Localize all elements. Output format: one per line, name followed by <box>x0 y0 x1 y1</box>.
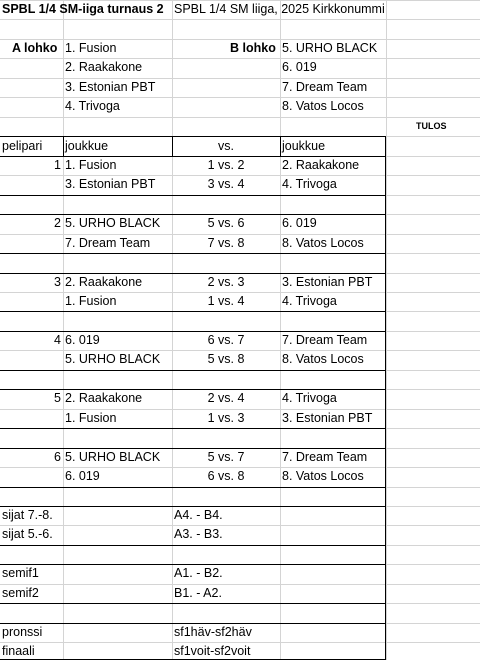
team1-cell: 7. Dream Team <box>65 236 151 250</box>
team2-cell: 4. Trivoga <box>282 294 337 308</box>
semifinal-label: semif2 <box>2 586 39 600</box>
group-b-label: B lohko <box>230 41 276 55</box>
pair-number: 4 <box>54 333 61 347</box>
column-header-pair: pelipari <box>2 139 43 153</box>
team2-cell: 7. Dream Team <box>282 333 368 347</box>
team1-cell: 3. Estonian PBT <box>65 177 156 191</box>
team2-cell: 8. Vatos Locos <box>282 469 364 483</box>
final-match: sf1häv-sf2häv <box>174 625 252 639</box>
vs-cell: 7 vs. 8 <box>207 236 245 250</box>
pair-number: 5 <box>54 391 61 405</box>
vs-cell: 5 vs. 8 <box>207 352 245 366</box>
pair-number: 1 <box>54 158 61 172</box>
team1-cell: 1. Fusion <box>65 158 117 172</box>
team1-cell: 6. 019 <box>65 333 100 347</box>
final-label: pronssi <box>2 625 43 639</box>
column-header-team2: joukkue <box>282 139 326 153</box>
column-header-vs: vs. <box>218 139 234 153</box>
group-a-team: 4. Trivoga <box>65 99 120 113</box>
group-b-team: 5. URHO BLACK <box>282 41 378 55</box>
page-subtitle: SPBL 1/4 SM liiga, 2025 Kirkkonummi <box>174 2 385 16</box>
group-b-team: 6. 019 <box>282 60 317 74</box>
page-title: SPBL 1/4 SM-iiga turnaus 2 <box>2 2 164 16</box>
pair-number: 3 <box>54 275 61 289</box>
pair-number: 2 <box>54 216 61 230</box>
team2-cell: 4. Trivoga <box>282 177 337 191</box>
vs-cell: 2 vs. 3 <box>207 275 245 289</box>
placement-match: A3. - B3. <box>174 527 223 541</box>
final-label: finaali <box>2 644 35 658</box>
placement-label: sijat 5.-6. <box>2 527 53 541</box>
team1-cell: 5. URHO BLACK <box>65 216 161 230</box>
team2-cell: 8. Vatos Locos <box>282 352 364 366</box>
group-b-team: 7. Dream Team <box>282 80 368 94</box>
team1-cell: 1. Fusion <box>65 411 117 425</box>
placement-label: sijat 7.-8. <box>2 508 53 522</box>
semifinal-match: A1. - B2. <box>174 566 223 580</box>
vs-cell: 3 vs. 4 <box>207 177 245 191</box>
team1-cell: 5. URHO BLACK <box>65 352 161 366</box>
vs-cell: 6 vs. 7 <box>207 333 245 347</box>
vs-cell: 1 vs. 4 <box>207 294 245 308</box>
column-header-team1: joukkue <box>65 139 109 153</box>
team2-cell: 3. Estonian PBT <box>282 275 373 289</box>
group-a-label: A lohko <box>12 41 58 55</box>
semifinal-match: B1. - A2. <box>174 586 222 600</box>
team2-cell: 3. Estonian PBT <box>282 411 373 425</box>
vs-cell: 6 vs. 8 <box>207 469 245 483</box>
team1-cell: 5. URHO BLACK <box>65 450 161 464</box>
final-match: sf1voit-sf2voit <box>174 644 251 658</box>
team2-cell: 7. Dream Team <box>282 450 368 464</box>
vs-cell: 5 vs. 7 <box>207 450 245 464</box>
team2-cell: 2. Raakakone <box>282 158 360 172</box>
group-a-team: 1. Fusion <box>65 41 117 55</box>
team1-cell: 6. 019 <box>65 469 100 483</box>
vs-cell: 1 vs. 2 <box>207 158 245 172</box>
semifinal-label: semif1 <box>2 566 39 580</box>
team2-cell: 8. Vatos Locos <box>282 236 364 250</box>
vs-cell: 5 vs. 6 <box>207 216 245 230</box>
team1-cell: 1. Fusion <box>65 294 117 308</box>
team1-cell: 2. Raakakone <box>65 391 143 405</box>
placement-match: A4. - B4. <box>174 508 223 522</box>
pair-number: 6 <box>54 450 61 464</box>
team2-cell: 6. 019 <box>282 216 317 230</box>
group-a-team: 3. Estonian PBT <box>65 80 156 94</box>
vs-cell: 1 vs. 3 <box>207 411 245 425</box>
team1-cell: 2. Raakakone <box>65 275 143 289</box>
group-a-team: 2. Raakakone <box>65 60 143 74</box>
results-label: TULOS <box>416 121 447 131</box>
vs-cell: 2 vs. 4 <box>207 391 245 405</box>
group-b-team: 8. Vatos Locos <box>282 99 364 113</box>
team2-cell: 4. Trivoga <box>282 391 337 405</box>
